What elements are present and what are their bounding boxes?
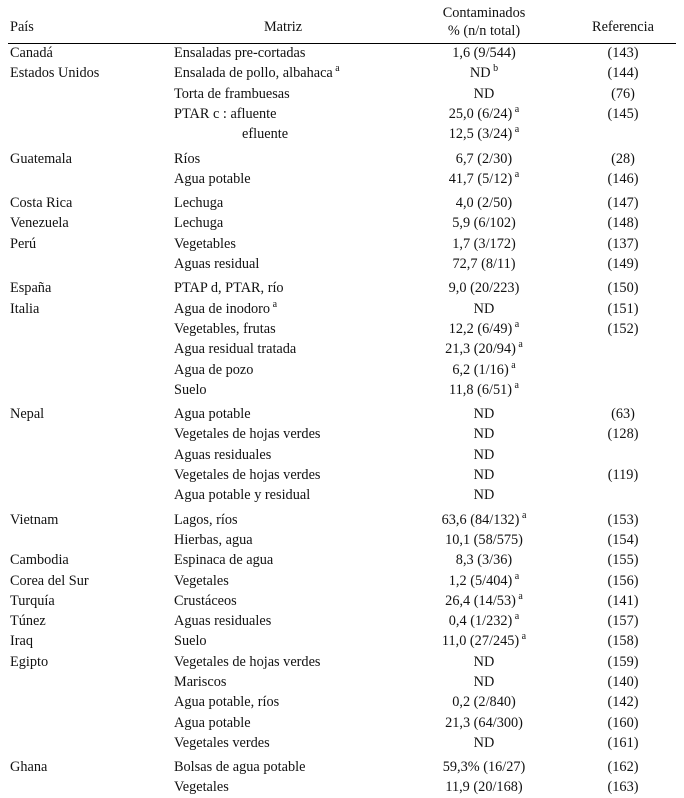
cell-matriz bbox=[168, 169, 398, 189]
cell-matriz-text: Aguas residuales bbox=[174, 613, 272, 630]
cell-matriz-text: Vegetales de hojas verdes bbox=[174, 426, 321, 443]
cell-pais: Egipto bbox=[10, 653, 49, 670]
cell-contaminados-text: 72,7 (8/11) bbox=[452, 256, 516, 273]
cell-contaminados-footnote-marker: a bbox=[512, 104, 520, 116]
cell-matriz bbox=[168, 380, 398, 400]
cell-pais bbox=[8, 693, 168, 713]
table-row bbox=[8, 486, 676, 506]
cell-contaminados-text: 63,6 (84/132) bbox=[441, 511, 520, 528]
cell-pais bbox=[8, 425, 168, 445]
cell-referencia bbox=[570, 340, 676, 360]
cell-matriz-text: Vegetales verdes bbox=[174, 734, 270, 751]
table-row bbox=[8, 234, 676, 254]
cell-referencia: (153) bbox=[607, 511, 639, 528]
cell-pais bbox=[8, 255, 168, 275]
cell-referencia bbox=[570, 380, 676, 400]
header-row bbox=[8, 4, 676, 43]
cell-referencia: (161) bbox=[607, 734, 639, 751]
cell-matriz bbox=[168, 693, 398, 713]
cell-matriz-text: Ríos bbox=[174, 150, 201, 167]
cell-matriz bbox=[168, 510, 398, 530]
cell-matriz bbox=[168, 149, 398, 169]
cell-matriz bbox=[168, 299, 398, 319]
cell-contaminados-text: ND bbox=[473, 734, 495, 751]
cell-contaminados bbox=[398, 425, 570, 445]
cell-pais: Perú bbox=[10, 235, 37, 252]
cell-matriz bbox=[168, 255, 398, 275]
cell-contaminados bbox=[398, 319, 570, 339]
cell-contaminados bbox=[398, 125, 570, 145]
table-row bbox=[8, 652, 676, 672]
cell-contaminados bbox=[398, 758, 570, 778]
cell-contaminados bbox=[398, 632, 570, 652]
cell-matriz-text: Agua potable bbox=[174, 714, 251, 731]
cell-matriz-text: Vegetables, frutas bbox=[174, 320, 276, 337]
table-row bbox=[8, 673, 676, 693]
cell-contaminados bbox=[398, 43, 570, 64]
cell-matriz-text: Vegetables bbox=[174, 235, 236, 252]
cell-referencia bbox=[570, 360, 676, 380]
table-row bbox=[8, 612, 676, 632]
cell-contaminados-footnote-marker: b bbox=[490, 63, 499, 75]
table-row bbox=[8, 64, 676, 84]
cell-matriz bbox=[168, 466, 398, 486]
cell-matriz bbox=[168, 319, 398, 339]
cell-contaminados-footnote-marker: a bbox=[519, 631, 527, 643]
table-row bbox=[8, 778, 676, 798]
cell-matriz-footnote-marker: a bbox=[270, 298, 278, 310]
table-row bbox=[8, 169, 676, 189]
cell-matriz-text: Espinaca de agua bbox=[174, 552, 274, 569]
cell-contaminados bbox=[398, 214, 570, 234]
table-row bbox=[8, 591, 676, 611]
cell-matriz-text: Suelo bbox=[174, 381, 207, 398]
cell-matriz-text: efluente bbox=[242, 126, 289, 143]
cell-matriz-text: Vegetales de hojas verdes bbox=[174, 467, 321, 484]
cell-referencia bbox=[570, 445, 676, 465]
cell-matriz bbox=[168, 279, 398, 299]
cell-referencia: (150) bbox=[607, 280, 639, 297]
cell-referencia: (148) bbox=[607, 215, 639, 232]
cell-contaminados bbox=[398, 445, 570, 465]
cell-referencia: (28) bbox=[611, 150, 635, 167]
cell-pais bbox=[8, 445, 168, 465]
cell-contaminados-text: 21,3 (64/300) bbox=[445, 714, 523, 731]
cell-matriz bbox=[168, 84, 398, 104]
cell-referencia: (152) bbox=[607, 320, 639, 337]
cell-matriz bbox=[168, 340, 398, 360]
cell-contaminados-text: 12,2 (6/49) bbox=[448, 320, 513, 337]
cell-contaminados-text: ND bbox=[473, 446, 495, 463]
cell-contaminados-footnote-marker: a bbox=[508, 359, 516, 371]
cell-pais bbox=[8, 466, 168, 486]
table-row bbox=[8, 194, 676, 214]
cell-contaminados-footnote-marker: a bbox=[512, 124, 520, 136]
cell-referencia: (149) bbox=[607, 256, 639, 273]
cell-contaminados-text: ND bbox=[473, 653, 495, 670]
cell-matriz-text: Agua de pozo bbox=[174, 361, 254, 378]
cell-contaminados-text: 6,2 (1/16) bbox=[452, 361, 509, 378]
cell-contaminados-text: 9,0 (20/223) bbox=[448, 280, 520, 297]
cell-contaminados bbox=[398, 380, 570, 400]
cell-contaminados-text: ND bbox=[473, 487, 495, 504]
cell-contaminados bbox=[398, 693, 570, 713]
cell-referencia bbox=[570, 486, 676, 506]
cell-matriz-text: Lechuga bbox=[174, 195, 224, 212]
cell-contaminados-text: 21,3 (20/94) bbox=[445, 341, 516, 358]
cell-contaminados bbox=[398, 84, 570, 104]
cell-contaminados bbox=[398, 652, 570, 672]
cell-contaminados-text: ND bbox=[469, 65, 491, 82]
table-row bbox=[8, 84, 676, 104]
cell-matriz bbox=[168, 713, 398, 733]
table-row bbox=[8, 551, 676, 571]
cell-contaminados bbox=[398, 299, 570, 319]
table-row bbox=[8, 319, 676, 339]
cell-referencia: (151) bbox=[607, 300, 639, 317]
cell-matriz bbox=[168, 125, 398, 145]
cell-contaminados bbox=[398, 486, 570, 506]
table-row bbox=[8, 214, 676, 234]
cell-referencia: (142) bbox=[607, 694, 639, 711]
cell-matriz bbox=[168, 632, 398, 652]
table-row bbox=[8, 360, 676, 380]
cell-pais: Estados Unidos bbox=[10, 65, 100, 82]
table-row bbox=[8, 425, 676, 445]
cell-matriz bbox=[168, 445, 398, 465]
cell-referencia: (143) bbox=[607, 45, 639, 62]
cell-pais: Costa Rica bbox=[10, 195, 73, 212]
cell-matriz bbox=[168, 486, 398, 506]
cell-matriz-text: PTAR c : afluente bbox=[174, 105, 277, 122]
table-body bbox=[8, 43, 676, 798]
cell-contaminados bbox=[398, 510, 570, 530]
table-row bbox=[8, 733, 676, 753]
cell-contaminados bbox=[398, 466, 570, 486]
cell-referencia: (155) bbox=[607, 552, 639, 569]
table-row bbox=[8, 279, 676, 299]
cell-matriz-text: Agua potable bbox=[174, 170, 251, 187]
cell-matriz-text: Hierbas, agua bbox=[174, 531, 253, 548]
cell-pais: Guatemala bbox=[10, 150, 72, 167]
cell-pais: Cambodia bbox=[10, 552, 69, 569]
cell-contaminados-footnote-marker: a bbox=[512, 169, 520, 181]
cell-pais bbox=[8, 778, 168, 798]
column-header-referencia: Referencia bbox=[592, 19, 654, 35]
cell-contaminados-text: 25,0 (6/24) bbox=[448, 105, 513, 122]
cell-matriz-text: Vegetales de hojas verdes bbox=[174, 653, 321, 670]
cell-referencia bbox=[570, 125, 676, 145]
cell-matriz bbox=[168, 64, 398, 84]
cell-pais bbox=[8, 340, 168, 360]
cell-matriz-text: Lagos, ríos bbox=[174, 511, 238, 528]
cell-contaminados-text: ND bbox=[473, 406, 495, 423]
cell-pais bbox=[8, 713, 168, 733]
cell-contaminados-text: 6,7 (2/30) bbox=[455, 150, 513, 167]
cell-pais bbox=[8, 84, 168, 104]
cell-contaminados-text: 0,4 (1/232) bbox=[448, 613, 513, 630]
cell-contaminados bbox=[398, 360, 570, 380]
cell-contaminados-text: 10,1 (58/575) bbox=[445, 531, 523, 548]
cell-matriz bbox=[168, 591, 398, 611]
cell-referencia: (144) bbox=[607, 65, 639, 82]
column-header-contaminados-line2: % (n/n total) bbox=[447, 23, 521, 40]
cell-contaminados-text: 4,0 (2/50) bbox=[455, 195, 513, 212]
cell-pais: Turquía bbox=[10, 592, 55, 609]
cell-pais: Venezuela bbox=[10, 215, 69, 232]
cell-pais: Nepal bbox=[10, 406, 45, 423]
cell-contaminados bbox=[398, 591, 570, 611]
cell-matriz bbox=[168, 425, 398, 445]
cell-contaminados-text: 11,8 (6/51) bbox=[449, 381, 513, 398]
cell-pais bbox=[8, 125, 168, 145]
cell-matriz-footnote-marker: a bbox=[332, 63, 340, 75]
cell-referencia: (154) bbox=[607, 531, 639, 548]
cell-contaminados bbox=[398, 733, 570, 753]
cell-matriz-text: Agua potable y residual bbox=[174, 487, 311, 504]
cell-pais bbox=[8, 733, 168, 753]
cell-contaminados-text: ND bbox=[473, 85, 495, 102]
cell-matriz-text: Suelo bbox=[174, 633, 207, 650]
cell-pais: España bbox=[10, 280, 52, 297]
table-row bbox=[8, 445, 676, 465]
cell-contaminados-text: ND bbox=[473, 300, 495, 317]
cell-matriz-text: Vegetales bbox=[174, 779, 229, 796]
cell-matriz bbox=[168, 530, 398, 550]
cell-contaminados-footnote-marker: a bbox=[515, 339, 523, 351]
cell-matriz bbox=[168, 214, 398, 234]
cell-contaminados bbox=[398, 104, 570, 124]
cell-matriz bbox=[168, 612, 398, 632]
cell-pais: Canadá bbox=[10, 45, 53, 62]
cell-contaminados bbox=[398, 612, 570, 632]
cell-pais bbox=[8, 380, 168, 400]
cell-contaminados bbox=[398, 194, 570, 214]
table-row bbox=[8, 693, 676, 713]
cell-pais bbox=[8, 486, 168, 506]
cell-matriz bbox=[168, 733, 398, 753]
cell-pais bbox=[8, 360, 168, 380]
cell-matriz-text: Vegetales bbox=[174, 572, 229, 589]
cell-contaminados-text: 41,7 (5/12) bbox=[448, 170, 513, 187]
cell-referencia: (156) bbox=[607, 572, 639, 589]
cell-matriz-text: PTAP d, PTAR, río bbox=[174, 280, 284, 297]
cell-contaminados bbox=[398, 279, 570, 299]
cell-contaminados bbox=[398, 571, 570, 591]
table-row bbox=[8, 632, 676, 652]
cell-referencia: (145) bbox=[607, 105, 639, 122]
cell-contaminados bbox=[398, 405, 570, 425]
table-row bbox=[8, 713, 676, 733]
cell-matriz-text: Ensaladas pre-cortadas bbox=[174, 45, 306, 62]
cell-referencia: (162) bbox=[607, 759, 639, 776]
table-row bbox=[8, 380, 676, 400]
table-row bbox=[8, 255, 676, 275]
cell-matriz-text: Crustáceos bbox=[174, 592, 237, 609]
cell-referencia: (76) bbox=[611, 85, 635, 102]
cell-contaminados bbox=[398, 673, 570, 693]
cell-matriz-text: Agua potable bbox=[174, 406, 251, 423]
cell-matriz bbox=[168, 551, 398, 571]
cell-matriz bbox=[168, 194, 398, 214]
cell-referencia: (119) bbox=[607, 467, 639, 484]
column-header-pais: País bbox=[10, 19, 34, 35]
cell-referencia: (141) bbox=[607, 592, 639, 609]
cell-contaminados-footnote-marker: a bbox=[512, 380, 519, 392]
cell-matriz-text: Agua potable, ríos bbox=[174, 694, 280, 711]
cell-matriz-text: Agua de inodoro bbox=[174, 300, 271, 317]
cell-contaminados-text: ND bbox=[473, 467, 495, 484]
cell-referencia: (137) bbox=[607, 235, 639, 252]
cell-matriz-text: Aguas residual bbox=[174, 256, 260, 273]
cell-referencia: (163) bbox=[607, 779, 639, 796]
cell-contaminados bbox=[398, 255, 570, 275]
cell-contaminados-text: 26,4 (14/53) bbox=[445, 592, 516, 609]
cell-contaminados-footnote-marker: a bbox=[515, 591, 523, 603]
table-row bbox=[8, 510, 676, 530]
cell-contaminados-text: 8,3 (3/36) bbox=[455, 552, 513, 569]
cell-pais: Italia bbox=[10, 300, 40, 317]
cell-matriz bbox=[168, 104, 398, 124]
cell-referencia: (63) bbox=[611, 406, 635, 423]
cell-contaminados-text: ND bbox=[473, 426, 495, 443]
cell-matriz bbox=[168, 405, 398, 425]
cell-pais bbox=[8, 673, 168, 693]
cell-pais: Vietnam bbox=[10, 511, 59, 528]
table-row bbox=[8, 299, 676, 319]
table-row bbox=[8, 43, 676, 64]
cell-contaminados bbox=[398, 169, 570, 189]
table-row bbox=[8, 340, 676, 360]
cell-matriz bbox=[168, 758, 398, 778]
cell-matriz-text: Aguas residuales bbox=[174, 446, 272, 463]
cell-pais: Corea del Sur bbox=[10, 572, 89, 589]
contamination-table bbox=[8, 4, 676, 798]
cell-matriz-text: Ensalada de pollo, albahaca bbox=[174, 65, 333, 82]
cell-contaminados bbox=[398, 530, 570, 550]
cell-matriz-text: Agua residual tratada bbox=[174, 341, 297, 358]
column-header-matriz: Matriz bbox=[263, 19, 303, 35]
cell-contaminados bbox=[398, 64, 570, 84]
cell-contaminados bbox=[398, 234, 570, 254]
cell-contaminados bbox=[398, 778, 570, 798]
cell-contaminados-footnote-marker: a bbox=[512, 611, 520, 623]
cell-contaminados bbox=[398, 149, 570, 169]
cell-contaminados-text: 59,3% (16/27) bbox=[442, 759, 526, 776]
table-header bbox=[8, 4, 676, 43]
cell-referencia: (140) bbox=[607, 674, 639, 690]
cell-contaminados bbox=[398, 713, 570, 733]
cell-matriz bbox=[168, 673, 398, 693]
cell-referencia: (160) bbox=[607, 714, 639, 731]
column-header-contaminados bbox=[398, 4, 570, 43]
table-row bbox=[8, 125, 676, 145]
cell-matriz-text: Torta de frambuesas bbox=[174, 85, 290, 102]
cell-referencia: (146) bbox=[607, 170, 639, 187]
cell-matriz bbox=[168, 652, 398, 672]
table-row bbox=[8, 530, 676, 550]
cell-contaminados-text: 1,6 (9/544) bbox=[452, 45, 516, 62]
cell-matriz bbox=[168, 43, 398, 64]
cell-pais bbox=[8, 530, 168, 550]
cell-contaminados-text: 1,7 (3/172) bbox=[452, 235, 516, 252]
cell-contaminados-footnote-marker: a bbox=[512, 570, 520, 582]
cell-matriz-text: Mariscos bbox=[174, 674, 227, 690]
cell-contaminados-text: 11,9 (20/168) bbox=[445, 779, 523, 796]
table-row bbox=[8, 758, 676, 778]
cell-matriz-text: Lechuga bbox=[174, 215, 224, 232]
cell-pais: Ghana bbox=[10, 759, 48, 776]
cell-matriz-text: Bolsas de agua potable bbox=[174, 759, 306, 776]
cell-pais bbox=[8, 169, 168, 189]
cell-contaminados-footnote-marker: a bbox=[512, 319, 520, 331]
cell-contaminados-text: 1,2 (5/404) bbox=[448, 572, 513, 589]
table-row bbox=[8, 405, 676, 425]
cell-referencia: (128) bbox=[607, 426, 639, 443]
cell-referencia: (157) bbox=[607, 613, 639, 630]
table-row bbox=[8, 571, 676, 591]
cell-contaminados-text: 12,5 (3/24) bbox=[448, 126, 513, 143]
table-row bbox=[8, 466, 676, 486]
cell-referencia: (158) bbox=[607, 633, 639, 650]
cell-contaminados bbox=[398, 551, 570, 571]
cell-contaminados-text: 5,9 (6/102) bbox=[452, 215, 516, 232]
cell-pais: Túnez bbox=[10, 613, 46, 630]
cell-matriz bbox=[168, 234, 398, 254]
cell-matriz bbox=[168, 778, 398, 798]
column-header-contaminados-line1: Contaminados bbox=[442, 5, 526, 21]
cell-contaminados bbox=[398, 340, 570, 360]
table-row bbox=[8, 149, 676, 169]
cell-pais bbox=[8, 319, 168, 339]
cell-pais: Iraq bbox=[10, 633, 34, 650]
cell-matriz bbox=[168, 360, 398, 380]
cell-referencia: (159) bbox=[607, 653, 639, 670]
cell-referencia: (147) bbox=[607, 195, 639, 212]
cell-contaminados-text: ND bbox=[473, 674, 495, 690]
cell-pais bbox=[8, 104, 168, 124]
cell-contaminados-footnote-marker: a bbox=[519, 509, 527, 521]
table-row bbox=[8, 104, 676, 124]
cell-matriz bbox=[168, 571, 398, 591]
cell-contaminados-text: 11,0 (27/245) bbox=[441, 633, 520, 650]
cell-contaminados-text: 0,2 (2/840) bbox=[452, 694, 516, 711]
